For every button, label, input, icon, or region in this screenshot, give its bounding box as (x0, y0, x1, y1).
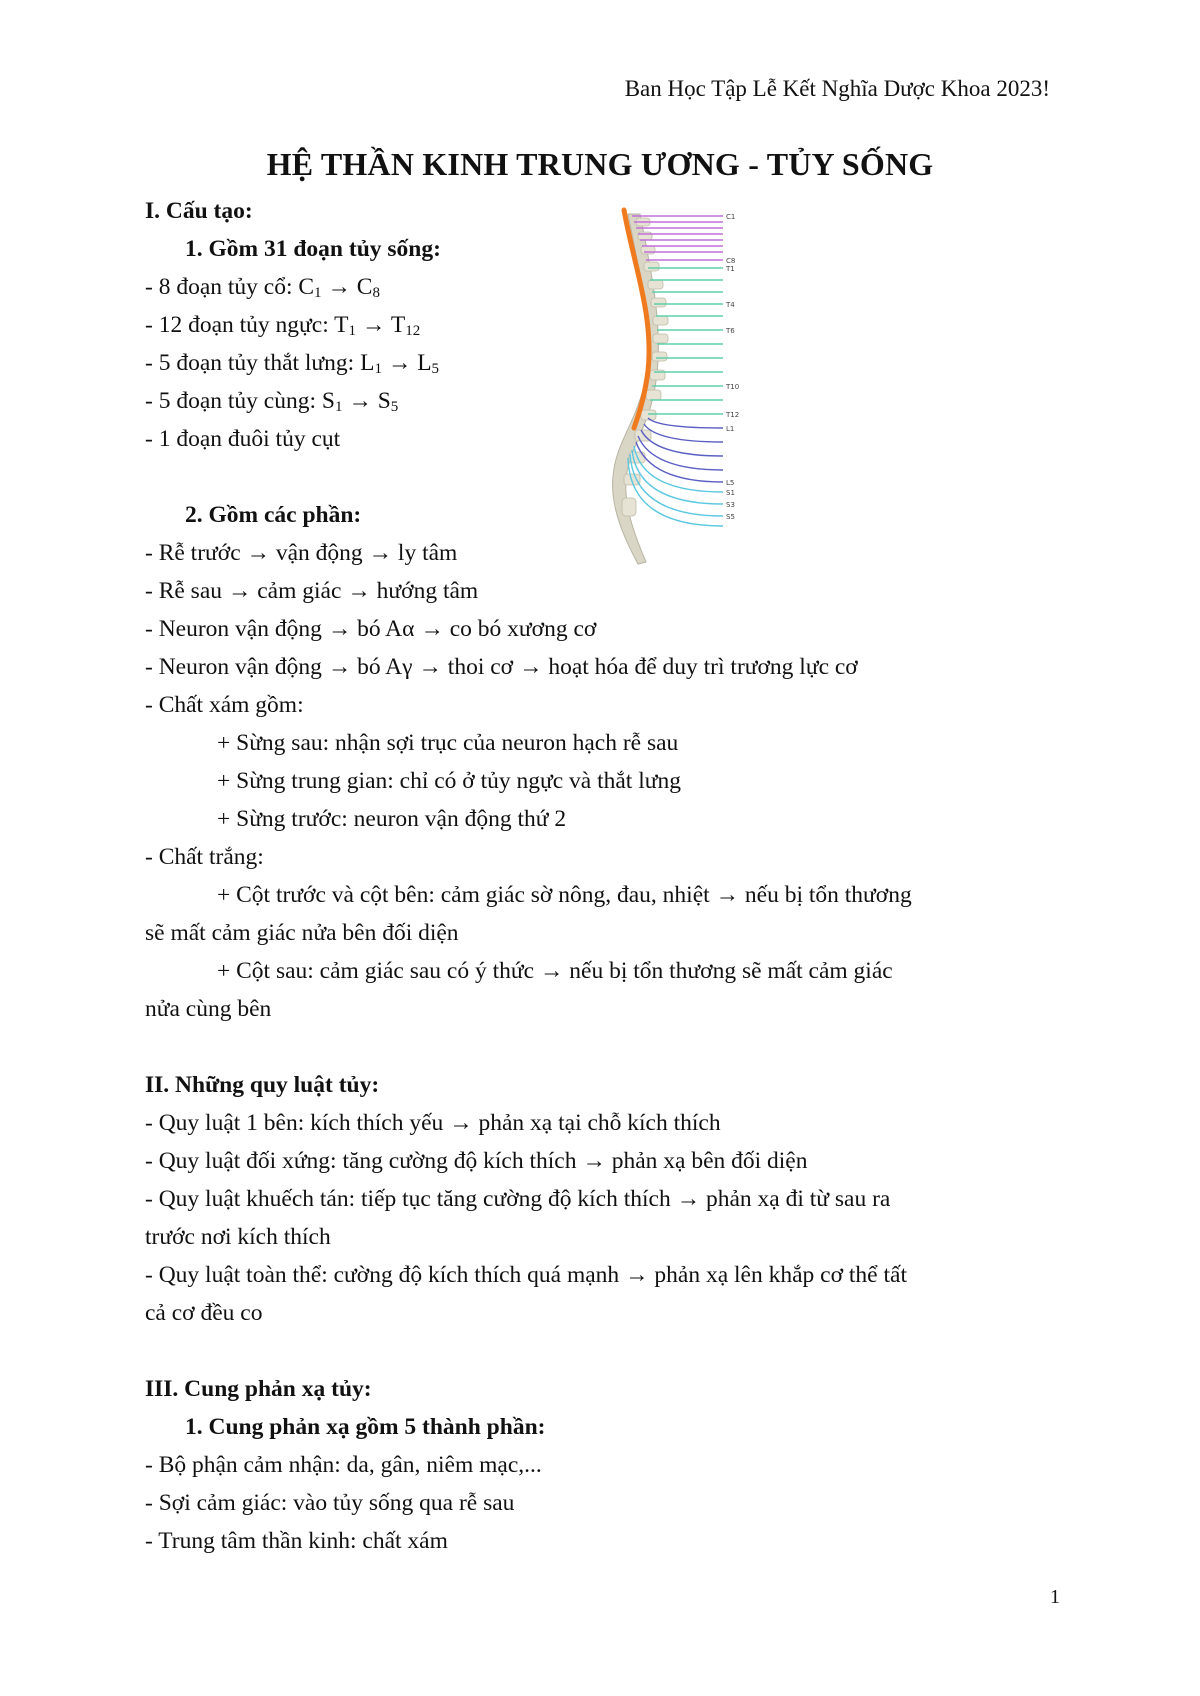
white-matter-item-2b: nửa cùng bên (145, 996, 272, 1022)
page-header: Ban Học Tập Lễ Kết Nghĩa Dược Khoa 2023! (624, 76, 1050, 101)
white-matter-item-2a: + Cột sau: cảm giác sau có ý thức → nếu bị tổn thương sẽ mất cảm giác (217, 958, 893, 984)
label-s3: S3 (726, 501, 735, 509)
label-t12: T12 (726, 411, 740, 419)
segment-line-sacral: - 5 đoạn tủy cùng: $S_1 \to S_5$ (145, 388, 399, 415)
gray-matter-item: + Sừng sau: nhận sợi trục của neuron hạch rễ sau (217, 730, 679, 756)
label-l5: L5 (726, 479, 735, 487)
rule-line: - Quy luật 1 bên: kích thích yếu → phản xạ tại chỗ kích thích (145, 1110, 721, 1136)
parts-line: - Neuron vận động → bó Aα → co bó xương cơ (145, 616, 597, 642)
rule-line: cả cơ đều co (145, 1300, 263, 1326)
subheading-parts: 2. Gồm các phần: (185, 502, 362, 528)
parts-line: - Rễ sau → cảm giác → hướng tâm (145, 578, 479, 604)
section-heading-structure: I. Cấu tạo: (145, 198, 253, 224)
subheading-components: 1. Cung phản xạ gồm 5 thành phần: (185, 1414, 546, 1440)
page-title: HỆ THẦN KINH TRUNG ƯƠNG - TỦY SỐNG (266, 146, 934, 182)
segment-line-lumbar: - 5 đoạn tủy thắt lưng: $L_1 \to L_5$ (145, 350, 440, 377)
parts-line: - Neuron vận động → bó Aγ → thoi cơ → hoạt hóa để duy trì trương lực cơ (145, 654, 858, 680)
document-body (145, 192, 1065, 1560)
label-t6: T6 (726, 327, 735, 335)
white-matter-item-1a: + Cột trước và cột bên: cảm giác sờ nông, đau, nhiệt → nếu bị tổn thương (217, 882, 912, 908)
label-c1: C1 (726, 213, 736, 221)
label-l1: L1 (726, 425, 735, 433)
white-matter-label: - Chất trắng: (145, 844, 264, 870)
component-line: - Trung tâm thần kinh: chất xám (145, 1528, 448, 1554)
segment-line-thoracic: - 12 đoạn tủy ngực: $T_1 \to T_{12}$ (145, 312, 421, 339)
rule-line: - Quy luật khuếch tán: tiếp tục tăng cường độ kích thích → phản xạ đi từ sau ra (145, 1186, 891, 1212)
white-matter-item-1b: sẽ mất cảm giác nửa bên đối diện (145, 920, 459, 946)
section-heading-reflex-arc: III. Cung phản xạ tủy: (145, 1376, 372, 1402)
label-t10: T10 (726, 383, 740, 391)
segment-line-cervical: - 8 đoạn tủy cổ: $C_1 \to C_8$ (145, 274, 380, 301)
gray-matter-item: + Sừng trung gian: chỉ có ở tủy ngực và thắt lưng (217, 768, 681, 794)
label-c8: C8 (726, 257, 736, 265)
parts-line: - Rễ trước → vận động → ly tâm (145, 540, 458, 566)
label-t4: T4 (726, 301, 735, 309)
section-heading-rules: II. Những quy luật tủy: (145, 1072, 380, 1098)
parts-line: - Chất xám gồm: (145, 692, 304, 718)
rule-line: - Quy luật toàn thể: cường độ kích thích quá mạnh → phản xạ lên khắp cơ thể tất (145, 1262, 907, 1288)
component-line: - Sợi cảm giác: vào tủy sống qua rễ sau (145, 1490, 515, 1516)
rule-line: - Quy luật đối xứng: tăng cường độ kích thích → phản xạ bên đối diện (145, 1148, 808, 1174)
label-t1: T1 (726, 265, 735, 273)
segment-line-coccygeal: - 1 đoạn đuôi tủy cụt (145, 426, 341, 452)
label-s1: S1 (726, 489, 735, 497)
subheading-segments: 1. Gồm 31 đoạn tủy sống: (185, 236, 441, 262)
page-number: 1 (1050, 1586, 1060, 1608)
rule-line: trước nơi kích thích (145, 1224, 331, 1250)
label-s5: S5 (726, 513, 735, 521)
component-line: - Bộ phận cảm nhận: da, gân, niêm mạc,... (145, 1452, 542, 1478)
gray-matter-item: + Sừng trước: neuron vận động thứ 2 (217, 806, 567, 832)
